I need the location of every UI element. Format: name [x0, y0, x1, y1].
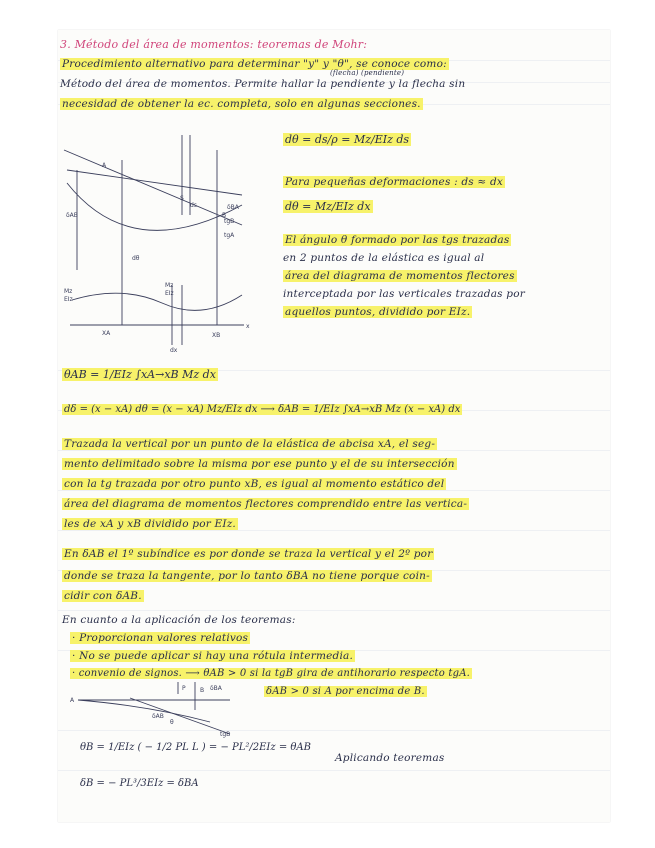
svg-text:EIz: EIz	[165, 290, 174, 297]
svg-text:δBA: δBA	[210, 685, 222, 692]
svg-text:S: S	[180, 195, 184, 202]
small-deformation-note: Para pequeñas deformaciones : ds ≈ dx	[285, 176, 503, 188]
svg-text:B: B	[200, 687, 205, 694]
paragraph3-line-1: En δAB el 1º subíndice es por donde se traza la vertical y el 2º por	[64, 548, 433, 560]
application-item-2: · No se puede aplicar si hay una rótula intermedia.	[72, 650, 354, 662]
svg-text:θ: θ	[170, 719, 174, 726]
svg-text:EIz: EIz	[64, 296, 73, 303]
elastic-curve-diagram	[62, 125, 262, 355]
application-item-4: δAB > 0 si A por encima de B.	[266, 686, 425, 697]
svg-text:ds: ds	[190, 202, 197, 209]
intro-line-3: necesidad de obtener la ec. completa, solo en algunas secciones.	[62, 98, 421, 110]
application-item-3: · convenio de signos. ⟶ θAB > 0 si la tgB gira de antihorario respecto tgA.	[72, 668, 470, 679]
svg-text:A: A	[102, 162, 107, 169]
svg-text:tgA: tgA	[224, 232, 235, 239]
paragraph2-line-1: Trazada la vertical por un punto de la elástica de abcisa xA, el seg-	[64, 438, 436, 450]
paragraph3-line-3: cidir con δAB.	[64, 590, 142, 602]
cantilever-diagram	[70, 680, 240, 740]
applications-title: En cuanto a la aplicación de los teoremas:	[62, 614, 296, 626]
final-equation-delta-b: δB = − PL³/3EIz = δBA	[80, 778, 199, 789]
intro-line-1: Procedimiento alternativo para determinar "y" y "θ", se conoce como:	[62, 58, 447, 70]
svg-text:Mz: Mz	[165, 282, 174, 289]
paragraph1-line-3: área del diagrama de momentos flectores	[285, 270, 515, 282]
svg-text:XA: XA	[102, 330, 111, 337]
equation-dtheta: dθ = ds/ρ = Mz/EIz ds	[285, 133, 410, 146]
paragraph1-line-1: El ángulo θ formado por las tgs trazadas	[285, 234, 510, 246]
svg-text:x: x	[246, 323, 250, 330]
final-equation-theta-b: θB = 1/EIz ( − 1/2 PL L ) = − PL²/2EIz = θAB	[80, 742, 311, 753]
paragraph2-line-3: con la tg trazada por otro punto xB, es igual al momento estático del	[64, 478, 445, 490]
paragraph2-line-4: área del diagrama de momentos flectores comprendido entre las vertica-	[64, 498, 468, 510]
paragraph2-line-5: les de xA y xB dividido por EIz.	[64, 518, 236, 530]
svg-text:δBA: δBA	[227, 204, 239, 211]
svg-text:δAB: δAB	[66, 212, 78, 219]
svg-text:δAB: δAB	[152, 713, 164, 720]
equation-theta-ab: θAB = 1/EIz ∫xA→xB Mz dx	[64, 368, 216, 381]
paragraph1-line-2: en 2 puntos de la elástica es igual al	[283, 252, 485, 264]
paragraph1-line-4: interceptada por las verticales trazadas por	[283, 288, 525, 300]
paragraph2-line-2: mento delimitado sobre la misma por ese punto y el de su intersección	[64, 458, 455, 470]
application-item-1: · Proporcionan valores relativos	[72, 632, 249, 644]
svg-text:P: P	[182, 685, 186, 692]
svg-text:A: A	[70, 697, 75, 704]
equation-delta-ab: dδ = (x − xA) dθ = (x − xA) Mz/EIz dx ⟶ δAB = 1/EIz ∫xA→xB Mz (x − xA) dx	[64, 404, 461, 415]
section-title: 3. Método del área de momentos: teoremas de Mohr:	[60, 38, 368, 51]
applying-theorems-note: Aplicando teoremas	[335, 752, 445, 764]
intro-small-note: (flecha) (pendiente)	[330, 69, 405, 77]
paragraph3-line-2: donde se traza la tangente, por lo tanto δBA no tiene porque coin-	[64, 570, 430, 582]
paragraph1-line-5: aquellos puntos, dividido por EIz.	[285, 306, 471, 318]
intro-line-2: Método del área de momentos. Permite hallar la pendiente y la flecha sin	[60, 78, 466, 90]
equation-dtheta-dx: dθ = Mz/EIz dx	[285, 200, 371, 213]
svg-text:Mz: Mz	[64, 288, 73, 295]
svg-text:dθ: dθ	[132, 255, 140, 262]
svg-text:B: B	[222, 212, 227, 219]
svg-text:tgB: tgB	[220, 731, 231, 738]
svg-text:XB: XB	[212, 332, 221, 339]
svg-text:tgB: tgB	[224, 218, 235, 225]
svg-text:dx: dx	[170, 347, 178, 354]
